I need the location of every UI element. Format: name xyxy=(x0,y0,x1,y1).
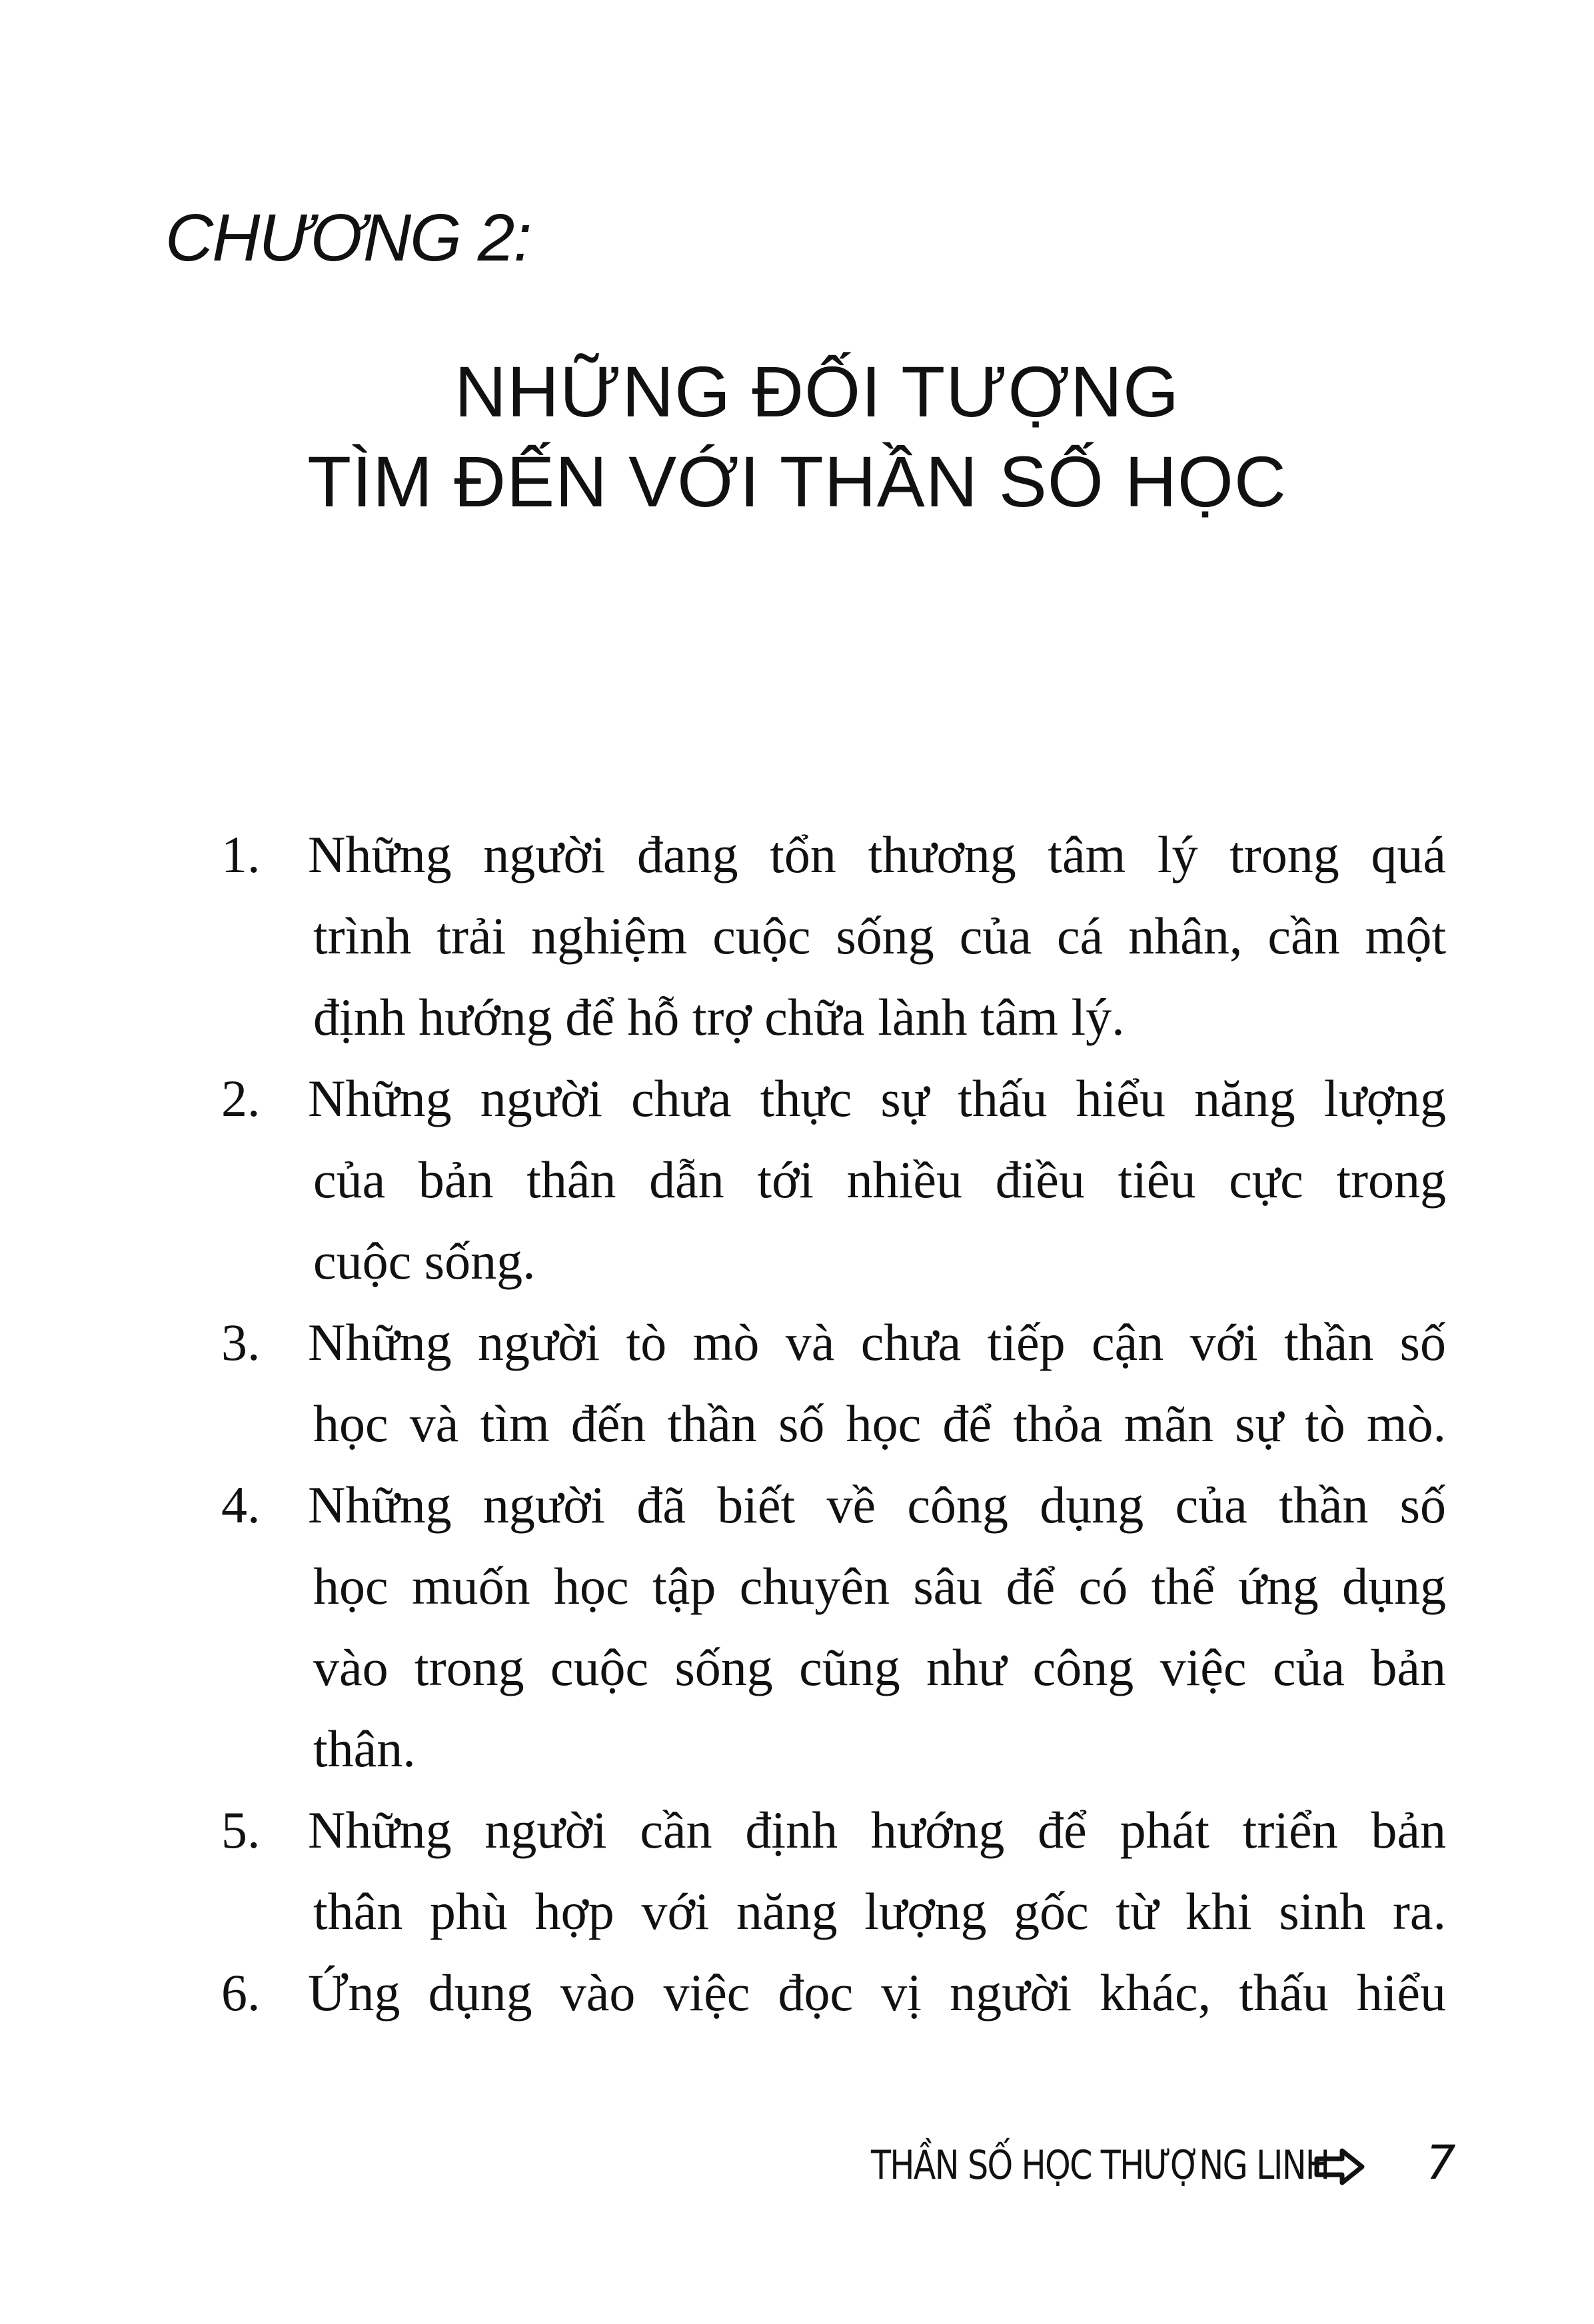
item-line: của bản thân dẫn tới nhiều điều tiêu cực trong xyxy=(313,1151,1446,1209)
chapter-title xyxy=(0,346,1594,526)
list-item xyxy=(221,1790,1446,1952)
item-line: thân. xyxy=(313,1720,416,1778)
item-number: 3. xyxy=(221,1313,261,1371)
item-line: định hướng để hỗ trợ chữa lành tâm lý. xyxy=(313,988,1125,1046)
item-line: Những người chưa thực sự thấu hiểu năng lượng xyxy=(308,1069,1446,1127)
chapter-label: CHƯƠNG 2: xyxy=(165,201,531,275)
item-number: 5. xyxy=(221,1801,261,1859)
item-number: 2. xyxy=(221,1069,261,1127)
title-line: TÌM ĐẾN VỚI THẦN SỐ HỌC xyxy=(307,441,1287,522)
item-line: thân phù hợp với năng lượng gốc từ khi sinh ra. xyxy=(313,1882,1446,1940)
item-line: Những người cần định hướng để phát triển bản xyxy=(308,1801,1446,1859)
running-footer-title: THẦN SỐ HỌC THƯỢNG LINH xyxy=(871,2142,1329,2189)
item-line: Những người đã biết về công dụng của thần số xyxy=(308,1476,1446,1534)
title-line: NHỮNG ĐỐI TƯỢNG xyxy=(454,351,1180,432)
item-line: Những người tò mò và chưa tiếp cận với thần số xyxy=(308,1313,1446,1371)
arrow-right-icon xyxy=(1313,2147,1366,2190)
numbered-list xyxy=(221,814,1446,2034)
list-item xyxy=(221,814,1446,1058)
item-line: Những người đang tổn thương tâm lý trong quá xyxy=(308,826,1446,883)
item-number: 6. xyxy=(221,1964,261,2022)
page-number: 7 xyxy=(1426,2135,1456,2190)
list-item xyxy=(221,1302,1446,1464)
list-item xyxy=(221,1464,1446,1790)
item-number: 1. xyxy=(221,826,261,883)
list-item xyxy=(221,1952,1446,2034)
item-line: học muốn học tập chuyên sâu để có thể ứng dụng xyxy=(313,1557,1446,1615)
item-line: vào trong cuộc sống cũng như công việc của bản xyxy=(313,1638,1446,1696)
item-number: 4. xyxy=(221,1476,261,1534)
item-line: Ứng dụng vào việc đọc vị người khác, thấu hiểu xyxy=(308,1964,1446,2022)
item-line: cuộc sống. xyxy=(313,1232,536,1290)
item-line: trình trải nghiệm cuộc sống của cá nhân, cần một xyxy=(313,907,1446,965)
list-item xyxy=(221,1058,1446,1302)
item-line: học và tìm đến thần số học để thỏa mãn sự tò mò. xyxy=(313,1395,1446,1452)
